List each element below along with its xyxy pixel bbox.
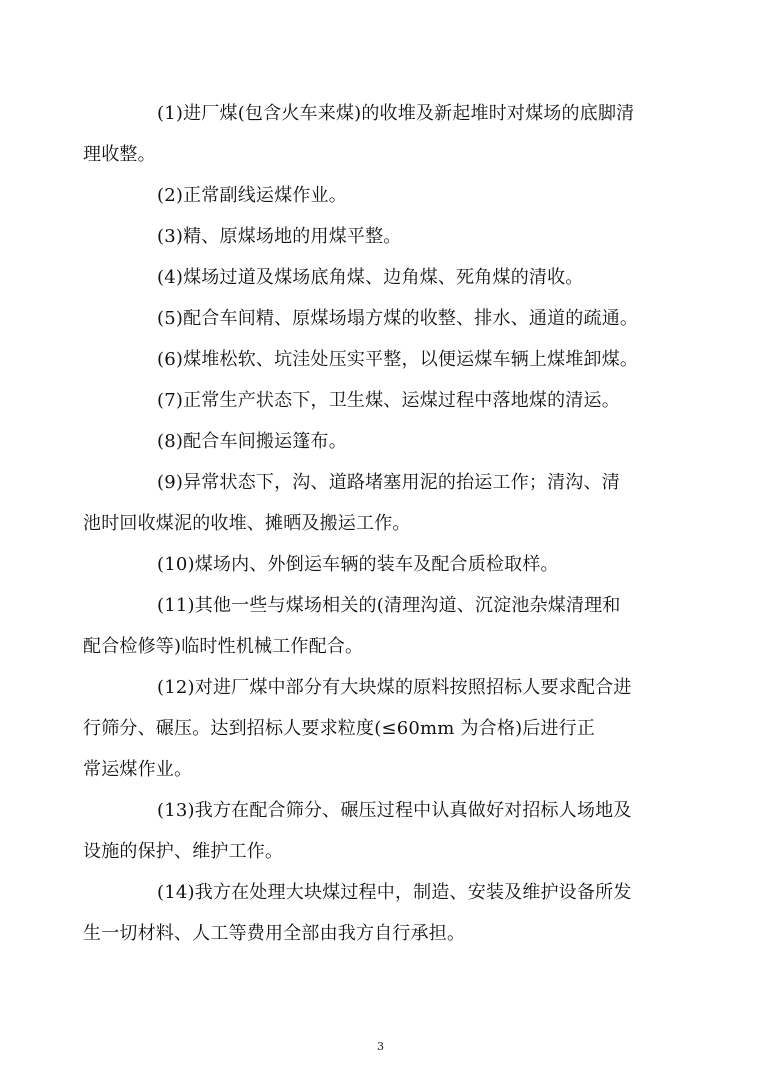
paragraph-7 [120, 380, 650, 421]
paragraph-line: 配合检修等)临时性机械工作配合。 [83, 636, 364, 657]
paragraph-line: 设施的保护、维护工作。 [83, 841, 284, 862]
paragraph-8 [120, 421, 650, 462]
document-body [83, 93, 650, 954]
paragraph-line: 行筛分、碾压。达到招标人要求粒度(≤60mm 为合格)后进行正 [83, 718, 596, 739]
paragraph-4 [120, 257, 650, 298]
paragraph-line: 常运煤作业。 [83, 759, 193, 780]
paragraph-line: (10)煤场内、外倒运车辆的装车及配合质检取样。 [157, 554, 559, 575]
paragraph-5 [120, 298, 650, 339]
paragraph-line: (13)我方在配合筛分、碾压过程中认真做好对招标人场地及 [157, 800, 632, 821]
paragraph-11 [83, 585, 650, 667]
paragraph-line: (7)正常生产状态下，卫生煤、运煤过程中落地煤的清运。 [157, 390, 620, 411]
paragraph-2 [120, 175, 650, 216]
paragraph-line: 理收整。 [83, 144, 156, 165]
paragraph-line: (6)煤堆松软、坑洼处压实平整，以便运煤车辆上煤堆卸煤。 [157, 349, 639, 370]
paragraph-14 [83, 872, 650, 954]
paragraph-line: (12)对进厂煤中部分有大块煤的原料按照招标人要求配合进 [157, 677, 632, 698]
paragraph-line: (4)煤场过道及煤场底角煤、边角煤、死角煤的清收。 [157, 267, 584, 288]
paragraph-10 [120, 544, 650, 585]
paragraph-9 [83, 462, 650, 544]
paragraph-line: (5)配合车间精、原煤场塌方煤的收整、排水、通道的疏通。 [157, 308, 639, 329]
paragraph-12 [83, 667, 650, 790]
paragraph-line: (9)异常状态下，沟、道路堵塞用泥的抬运工作；清沟、清 [157, 472, 620, 493]
paragraph-line: 生一切材料、人工等费用全部由我方自行承担。 [83, 923, 466, 944]
paragraph-line: (11)其他一些与煤场相关的(清理沟道、沉淀池杂煤清理和 [157, 595, 621, 616]
paragraph-line: (14)我方在处理大块煤过程中，制造、安装及维护设备所发 [157, 882, 632, 903]
paragraph-line: 池时回收煤泥的收堆、摊晒及搬运工作。 [83, 513, 411, 534]
paragraph-1 [83, 93, 650, 175]
paragraph-line: (8)配合车间搬运篷布。 [157, 431, 347, 452]
page-number: 3 [377, 1040, 384, 1053]
paragraph-3 [120, 216, 650, 257]
paragraph-line: (1)进厂煤(包含火车来煤)的收堆及新起堆时对煤场的底脚清 [157, 103, 635, 124]
paragraph-13 [83, 790, 650, 872]
paragraph-6 [120, 339, 650, 380]
paragraph-line: (3)精、原煤场地的用煤平整。 [157, 226, 402, 247]
paragraph-line: (2)正常副线运煤作业。 [157, 185, 347, 206]
